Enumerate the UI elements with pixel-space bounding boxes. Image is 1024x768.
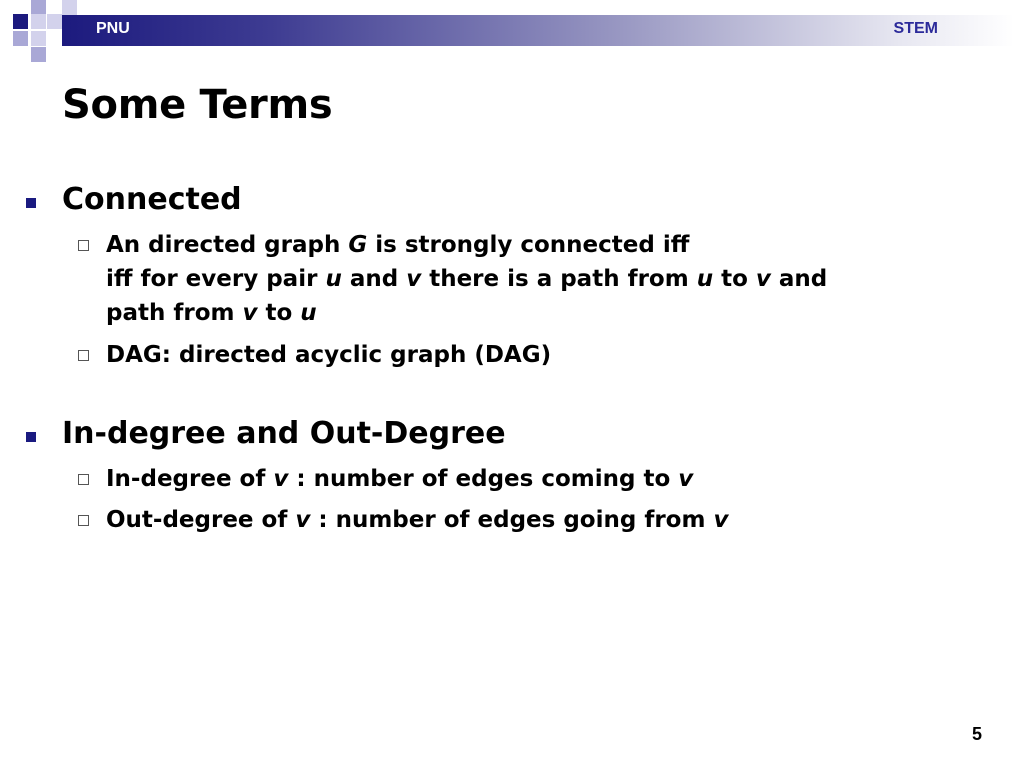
list-item-line: An directed graph G is strongly connected iff xyxy=(106,232,690,258)
bullet-box-icon xyxy=(78,240,89,251)
list-item: Out-degree of v : number of edges going from v xyxy=(106,507,729,533)
page-number: 5 xyxy=(972,724,983,744)
header-right-label: STEM xyxy=(893,20,938,37)
header-left-label: PNU xyxy=(96,20,130,37)
list-item: In-degree of v : number of edges coming to v xyxy=(106,466,694,492)
list-item-line: iff for every pair u and v there is a path from u to v and xyxy=(106,266,828,292)
bullet-box-icon xyxy=(78,474,89,485)
bullet-box-icon xyxy=(78,515,89,526)
section-heading: Connected xyxy=(62,182,242,217)
header-bar xyxy=(62,15,1014,46)
bullet-square-icon xyxy=(26,198,36,208)
list-item-line: path from v to u xyxy=(106,300,317,326)
list-item: DAG: directed acyclic graph (DAG) xyxy=(106,342,552,368)
bullet-square-icon xyxy=(26,432,36,442)
page-title: Some Terms xyxy=(62,82,333,128)
section-heading: In-degree and Out-Degree xyxy=(62,416,506,451)
bullet-box-icon xyxy=(78,350,89,361)
